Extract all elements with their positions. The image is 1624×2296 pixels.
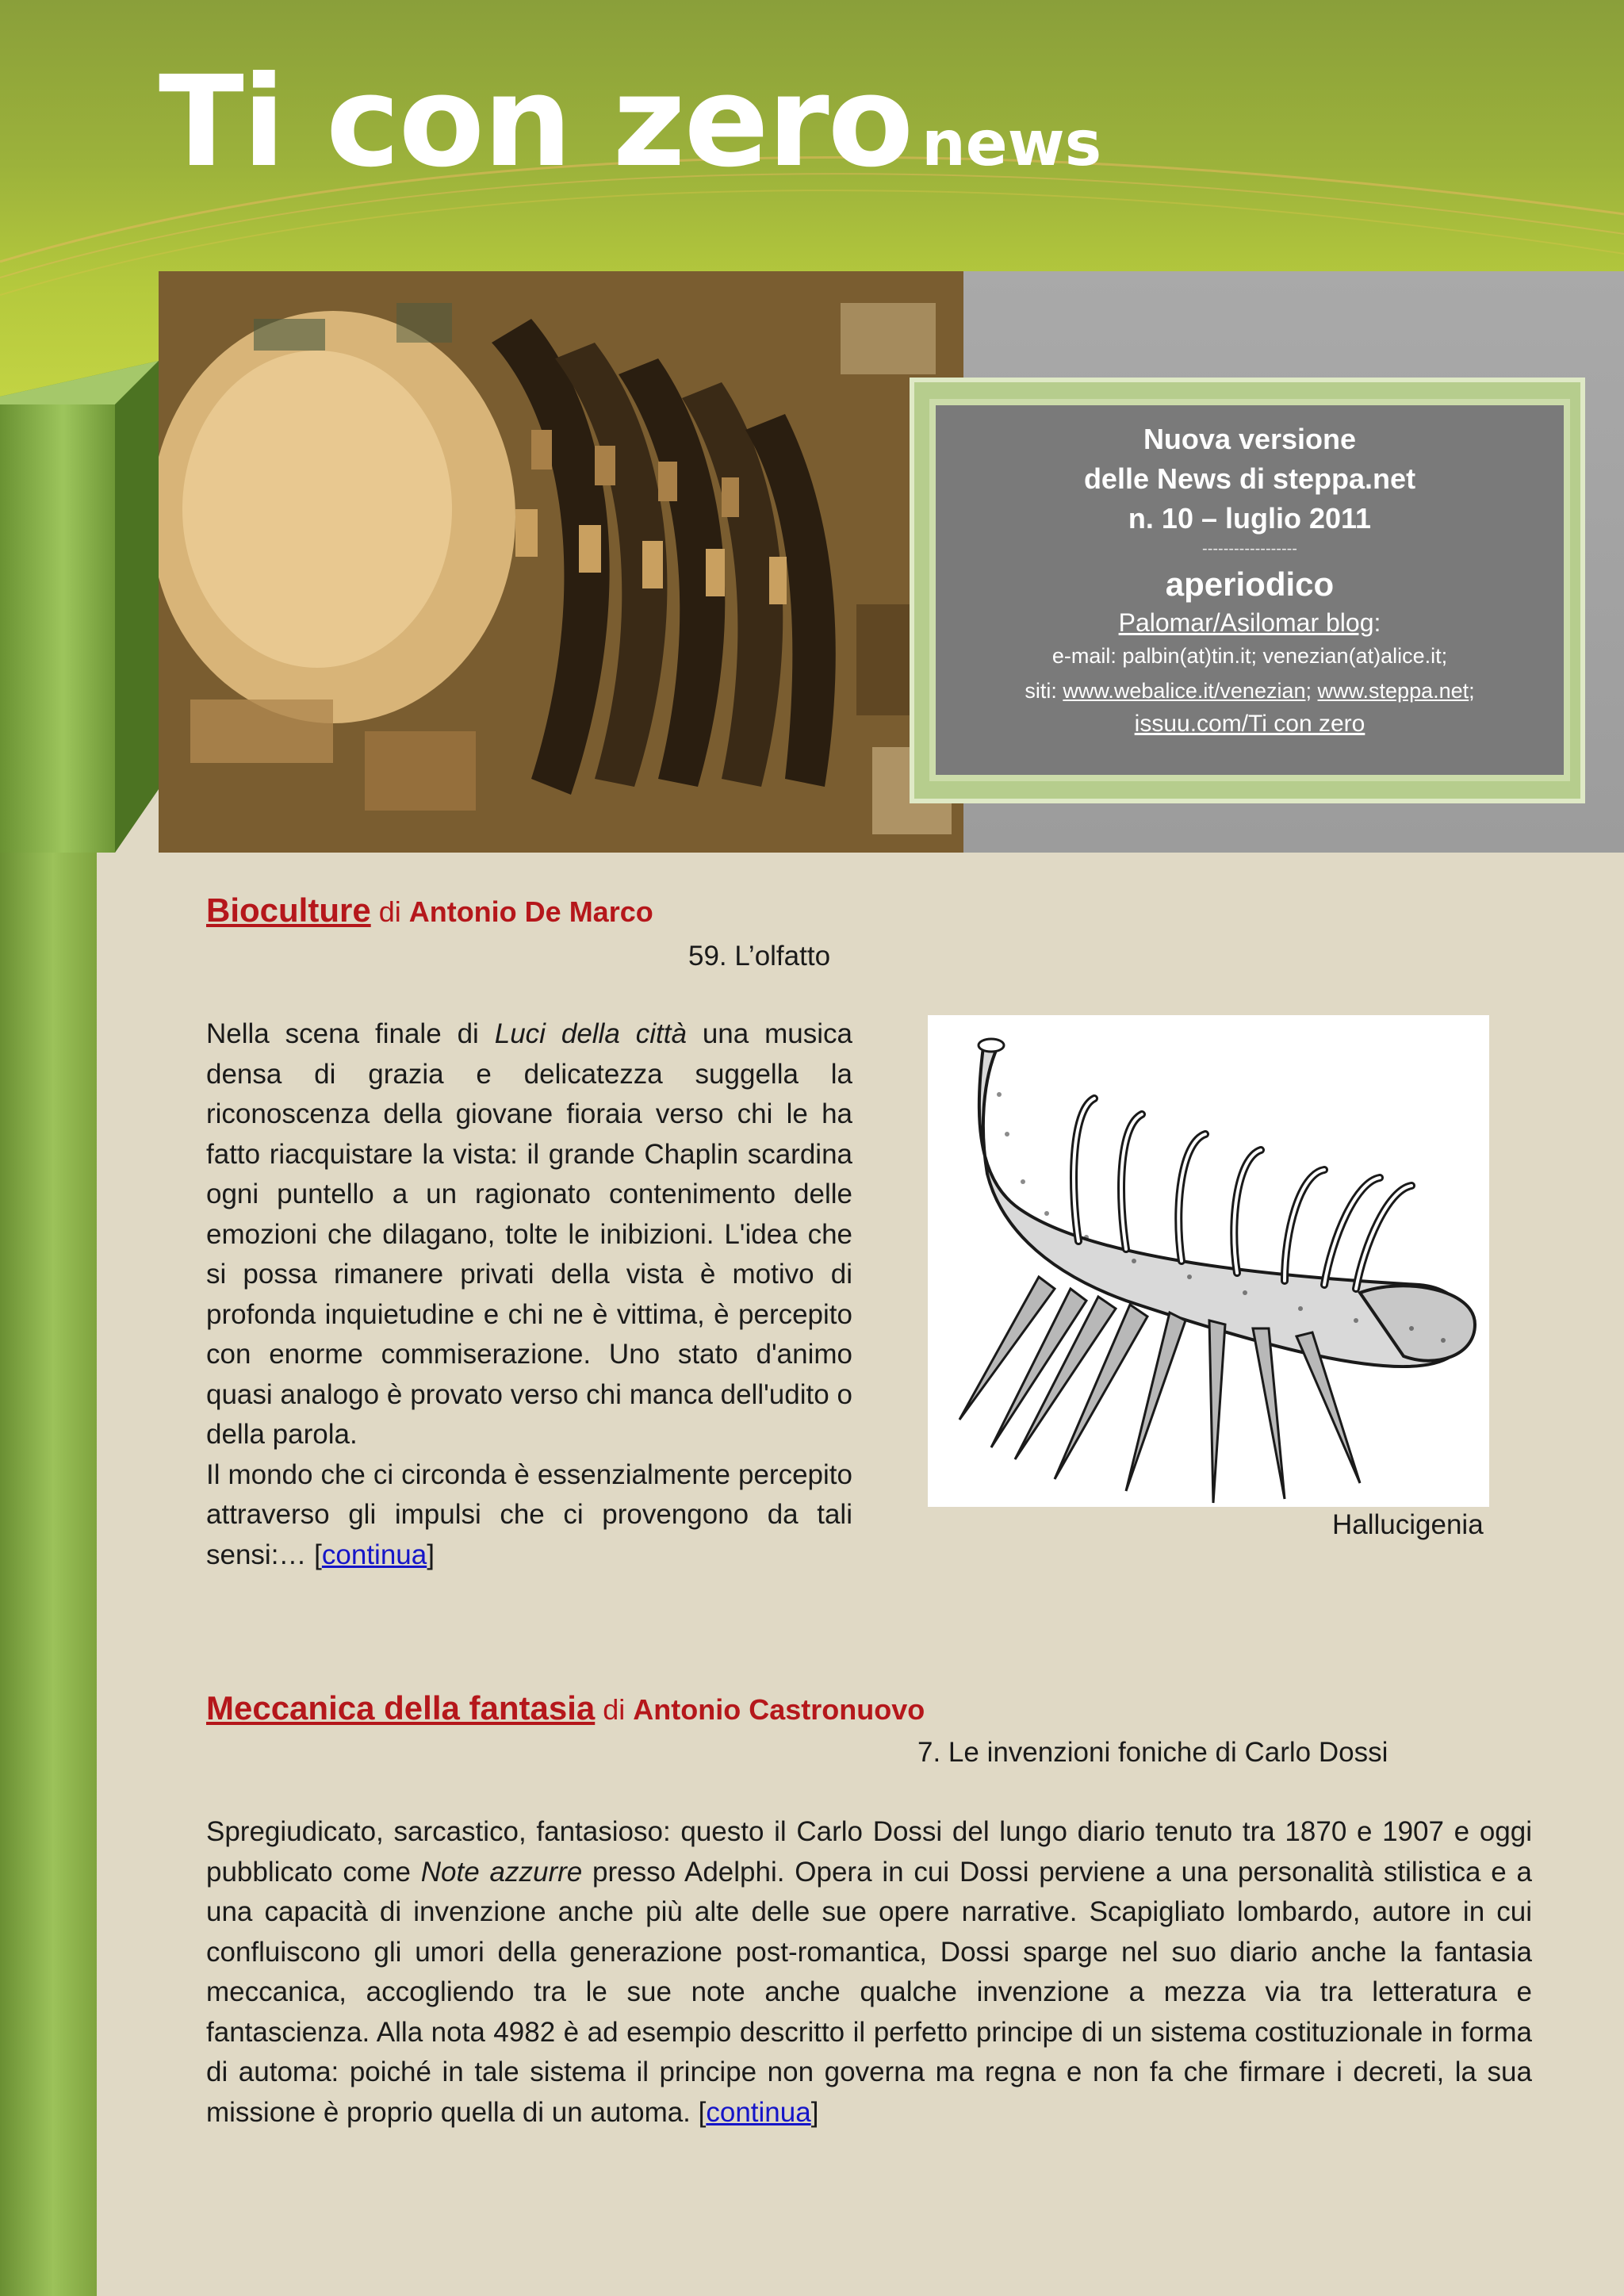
article1-paragraph-2 — [206, 1455, 852, 1576]
article2-book-title: Note azzurre — [420, 1856, 583, 1888]
article1-p1-start: Nella scena finale di — [206, 1018, 495, 1049]
article2-title-link[interactable]: Meccanica della fantasia — [206, 1689, 596, 1727]
info-email: e-mail: palbin(at)tin.it; venezian(at)alice.it; — [1051, 644, 1448, 668]
info-line-1: Nuova versione — [1143, 423, 1357, 455]
site-steppa-link[interactable]: www.steppa.net — [1317, 679, 1469, 703]
article1-paragraph-1 — [206, 1014, 852, 1455]
article1-heading — [206, 891, 653, 930]
masthead-title-big: Ti con zero — [159, 49, 913, 195]
article2-p1-end: presso Adelphi. Opera in cui Dossi perviene a una personalità stilistica e a una capacità di invenzione anche più alte delle sue opere narrative. Scapigliato lombardo, autore in cui confluiscono gli umori della generazione post-romantica, Dossi sparge nel suo diario anche la fantasia meccanica, accogliendo tra le sue note anche qualche invenzione a mezza via tra letteratura e fantascienza. Alla nota 4982 è ad esempio descritto il perfetto principe di un sistema costituzionale in forma di automa: poiché in tale sistema il principe non governa ma regna e non fa che firmare i decreti, la sua missione è proprio quella di un automa. [ — [206, 1856, 1532, 2128]
info-aperiodico: aperiodico — [1165, 565, 1335, 603]
article1-p1-end: una musica densa di grazia e delicatezza suggella la riconoscenza della giovane fioraia verso chi le ha fatto riacquistare la vista: il grande Chaplin scardina ogni puntello a un ragionato contenimento delle emozioni che dilagano, tolte le inibizioni. L'idea che si possa rimanere privati della vista è motivo di profonda inquietudine e chi ne è vittima, è percepito con enorme commiserazione. Uno stato d'animo quasi analogo è provato verso chi manca dell'udito o della parola. — [206, 1018, 852, 1450]
info-line-3: n. 10 – luglio 2011 — [1128, 502, 1372, 535]
masthead-title-small: news — [921, 109, 1102, 180]
article1-p2-text: Il mondo che ci circonda è essenzialmente percepito attraverso gli impulsi che ci provengono da tali sensi:… [ — [206, 1458, 852, 1570]
article2-author: Antonio Castronuovo — [633, 1693, 925, 1726]
article2-p1-start: Spregiudicato, sarcastico, fantasioso: questo il Carlo Dossi del lungo diario tenuto tra 1870 e 1907 e oggi pubblicato come — [206, 1816, 1532, 1888]
article2-heading — [206, 1689, 925, 1727]
info-line-2: delle News di steppa.net — [1083, 462, 1416, 495]
article1-title-link[interactable]: Bioculture — [206, 891, 371, 929]
info-sites — [936, 673, 1564, 708]
info-issuu — [936, 708, 1564, 740]
article2-subtitle: 7. Le invenzioni foniche di Carlo Dossi — [917, 1737, 1388, 1768]
blog-link[interactable]: Palomar/Asilomar blog — [1118, 608, 1374, 637]
article1-film-title: Luci della città — [494, 1018, 687, 1049]
figure-caption: Hallucigenia — [1332, 1509, 1484, 1540]
issuu-link[interactable]: issuu.com/Ti con zero — [1134, 711, 1365, 737]
article2-continua-link[interactable]: continua — [706, 2096, 811, 2128]
site-sep: ; — [1305, 679, 1312, 703]
masthead-title — [159, 49, 1101, 195]
article1-di: di — [370, 895, 409, 928]
hero-image — [159, 271, 963, 853]
info-box — [929, 399, 1570, 781]
site-webalice-link[interactable]: www.webalice.it/venezian — [1063, 679, 1306, 703]
hallucigenia-illustration — [928, 1015, 1489, 1507]
info-separator: ------------------ — [1202, 540, 1297, 558]
article2-body — [206, 1812, 1532, 2133]
siti-prefix: siti: — [1025, 679, 1063, 703]
article2-close-bracket: ] — [810, 2096, 819, 2128]
article2-di: di — [595, 1693, 634, 1726]
article1-author: Antonio De Marco — [408, 895, 653, 928]
left-green-tab — [0, 361, 159, 853]
article2-paragraph-1 — [206, 1812, 1532, 2133]
article1-body — [206, 1014, 852, 1575]
blog-suffix: : — [1373, 608, 1381, 637]
article1-subtitle: 59. L’olfatto — [688, 941, 831, 972]
article1-close-bracket: ] — [427, 1539, 435, 1570]
info-blog-line — [936, 607, 1564, 638]
article1-continua-link[interactable]: continua — [321, 1539, 427, 1570]
site-end: ; — [1469, 679, 1475, 703]
